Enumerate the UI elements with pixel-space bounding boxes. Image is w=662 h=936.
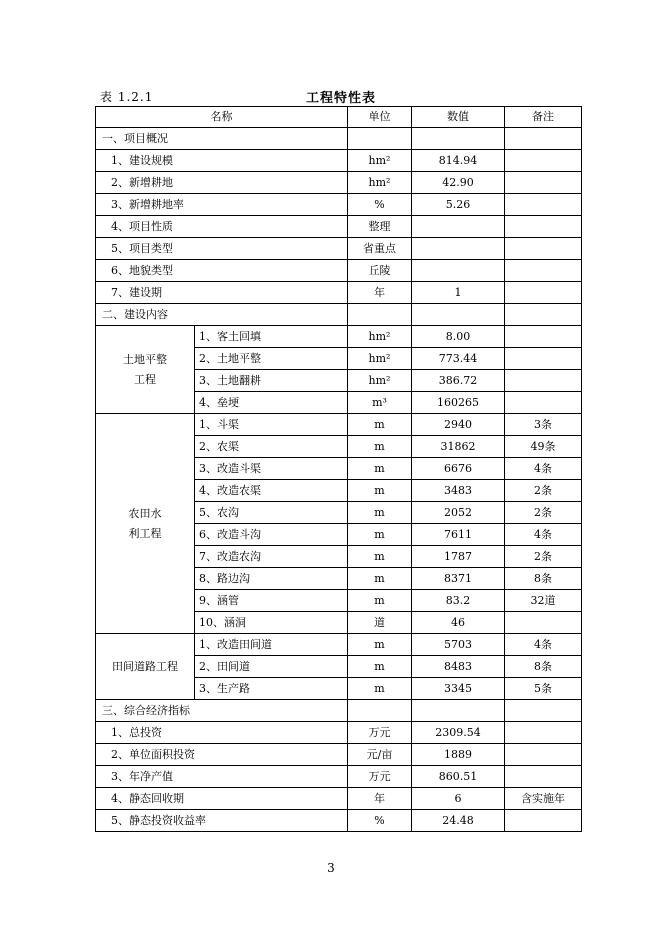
- unit-cell: 省重点: [348, 238, 412, 260]
- value-cell: 2052: [412, 502, 505, 524]
- empty-cell: [348, 700, 412, 722]
- unit-cell: %: [348, 194, 412, 216]
- value-cell: 83.2: [412, 590, 505, 612]
- remark-cell: [505, 392, 582, 414]
- unit-cell: m³: [348, 392, 412, 414]
- remark-cell: 含实施年: [505, 788, 582, 810]
- remark-cell: 4条: [505, 524, 582, 546]
- remark-cell: 2条: [505, 546, 582, 568]
- item-label: 1、总投资: [96, 722, 348, 744]
- page-number: 3: [327, 861, 335, 875]
- unit-cell: hm²: [348, 348, 412, 370]
- item-label: 1、客土回填: [195, 326, 348, 348]
- remark-cell: 8条: [505, 568, 582, 590]
- table-row: [96, 172, 582, 194]
- item-label: 6、地貌类型: [96, 260, 348, 282]
- remark-cell: 32道: [505, 590, 582, 612]
- group-label-line2: 工程: [134, 372, 156, 386]
- remark-cell: [505, 722, 582, 744]
- value-cell: 814.94: [412, 150, 505, 172]
- unit-cell: hm²: [348, 150, 412, 172]
- value-cell: 42.90: [412, 172, 505, 194]
- table-row: [96, 810, 582, 832]
- unit-cell: m: [348, 568, 412, 590]
- value-cell: 3345: [412, 678, 505, 700]
- unit-cell: m: [348, 480, 412, 502]
- remark-cell: [505, 216, 582, 238]
- value-cell: 386.72: [412, 370, 505, 392]
- item-label: 2、农渠: [195, 436, 348, 458]
- table-title: 工程特性表: [306, 91, 377, 106]
- empty-cell: [505, 700, 582, 722]
- unit-cell: hm²: [348, 172, 412, 194]
- unit-cell: 万元: [348, 766, 412, 788]
- value-cell: 8483: [412, 656, 505, 678]
- remark-cell: 2条: [505, 480, 582, 502]
- value-cell: 8371: [412, 568, 505, 590]
- table-row: [96, 282, 582, 304]
- road-group-cell: 田间道路工程: [96, 634, 195, 700]
- value-cell: 2940: [412, 414, 505, 436]
- value-cell: 7611: [412, 524, 505, 546]
- remark-cell: [505, 612, 582, 634]
- unit-cell: 整理: [348, 216, 412, 238]
- header-value: 数值: [412, 107, 505, 128]
- table-row: [96, 194, 582, 216]
- water-group-cell: [96, 414, 195, 634]
- value-cell: 8.00: [412, 326, 505, 348]
- unit-cell: m: [348, 458, 412, 480]
- item-label: 7、建设期: [96, 282, 348, 304]
- value-cell: [412, 260, 505, 282]
- unit-cell: 道: [348, 612, 412, 634]
- unit-cell: m: [348, 524, 412, 546]
- value-cell: 31862: [412, 436, 505, 458]
- remark-cell: [505, 238, 582, 260]
- table-row: [96, 326, 582, 348]
- table-row: [96, 788, 582, 810]
- empty-cell: [412, 700, 505, 722]
- remark-cell: 4条: [505, 458, 582, 480]
- item-label: 1、斗渠: [195, 414, 348, 436]
- value-cell: 6676: [412, 458, 505, 480]
- item-label: 5、项目类型: [96, 238, 348, 260]
- unit-cell: m: [348, 634, 412, 656]
- remark-cell: [505, 172, 582, 194]
- item-label: 4、改造农渠: [195, 480, 348, 502]
- remark-cell: [505, 150, 582, 172]
- unit-cell: 丘陵: [348, 260, 412, 282]
- item-label: 7、改造农沟: [195, 546, 348, 568]
- value-cell: [412, 216, 505, 238]
- item-label: 3、改造斗渠: [195, 458, 348, 480]
- item-label: 3、土地翻耕: [195, 370, 348, 392]
- section-row: [96, 128, 582, 150]
- empty-cell: [505, 304, 582, 326]
- unit-cell: hm²: [348, 370, 412, 392]
- item-label: 4、项目性质: [96, 216, 348, 238]
- table-number: 表 1.2.1: [100, 90, 154, 104]
- header-remark: 备注: [505, 107, 582, 128]
- unit-cell: m: [348, 590, 412, 612]
- value-cell: 5.26: [412, 194, 505, 216]
- value-cell: 1: [412, 282, 505, 304]
- item-label: 3、生产路: [195, 678, 348, 700]
- item-label: 2、土地平整: [195, 348, 348, 370]
- header-row: [96, 107, 582, 128]
- value-cell: 3483: [412, 480, 505, 502]
- group-label-line2: 利工程: [128, 526, 162, 540]
- remark-cell: [505, 260, 582, 282]
- remark-cell: 5条: [505, 678, 582, 700]
- land-group-cell: [96, 326, 195, 414]
- section-row: [96, 304, 582, 326]
- value-cell: 5703: [412, 634, 505, 656]
- table-row: [96, 744, 582, 766]
- item-label: 4、垒埂: [195, 392, 348, 414]
- table-row: [96, 634, 582, 656]
- empty-cell: [348, 128, 412, 150]
- unit-cell: 年: [348, 282, 412, 304]
- remark-cell: [505, 326, 582, 348]
- unit-cell: m: [348, 436, 412, 458]
- item-label: 1、改造田间道: [195, 634, 348, 656]
- empty-cell: [412, 304, 505, 326]
- item-label: 3、新增耕地率: [96, 194, 348, 216]
- section-title-construction: 二、建设内容: [96, 304, 348, 326]
- table-row: [96, 216, 582, 238]
- group-label-line1: 土地平整: [123, 352, 167, 366]
- value-cell: 1787: [412, 546, 505, 568]
- remark-cell: [505, 744, 582, 766]
- item-label: 4、静态回收期: [96, 788, 348, 810]
- value-cell: [412, 238, 505, 260]
- unit-cell: m: [348, 502, 412, 524]
- unit-cell: m: [348, 656, 412, 678]
- item-label: 9、涵管: [195, 590, 348, 612]
- group-label-line1: 农田水: [128, 506, 162, 520]
- remark-cell: [505, 194, 582, 216]
- remark-cell: [505, 370, 582, 392]
- value-cell: 6: [412, 788, 505, 810]
- table-row: [96, 414, 582, 436]
- spec-table: [95, 106, 582, 832]
- header-name: 名称: [96, 107, 348, 128]
- item-label: 1、建设规模: [96, 150, 348, 172]
- empty-cell: [505, 128, 582, 150]
- unit-cell: 元/亩: [348, 744, 412, 766]
- value-cell: 46: [412, 612, 505, 634]
- item-label: 10、涵洞: [195, 612, 348, 634]
- item-label: 2、单位面积投资: [96, 744, 348, 766]
- empty-cell: [412, 128, 505, 150]
- remark-cell: 49条: [505, 436, 582, 458]
- unit-cell: 万元: [348, 722, 412, 744]
- unit-cell: m: [348, 414, 412, 436]
- item-label: 2、田间道: [195, 656, 348, 678]
- remark-cell: 2条: [505, 502, 582, 524]
- empty-cell: [348, 304, 412, 326]
- item-label: 5、静态投资收益率: [96, 810, 348, 832]
- table-row: [96, 150, 582, 172]
- header-unit: 单位: [348, 107, 412, 128]
- remark-cell: 4条: [505, 634, 582, 656]
- unit-cell: m: [348, 546, 412, 568]
- remark-cell: [505, 282, 582, 304]
- value-cell: 160265: [412, 392, 505, 414]
- item-label: 8、路边沟: [195, 568, 348, 590]
- remark-cell: [505, 810, 582, 832]
- table-row: [96, 722, 582, 744]
- unit-cell: hm²: [348, 326, 412, 348]
- spec-table-body: [96, 107, 582, 832]
- item-label: 3、年净产值: [96, 766, 348, 788]
- table-row: [96, 766, 582, 788]
- section-title-econ: 三、综合经济指标: [96, 700, 348, 722]
- remark-cell: [505, 766, 582, 788]
- item-label: 2、新增耕地: [96, 172, 348, 194]
- unit-cell: %: [348, 810, 412, 832]
- table-row: [96, 238, 582, 260]
- remark-cell: 3条: [505, 414, 582, 436]
- unit-cell: m: [348, 678, 412, 700]
- unit-cell: 年: [348, 788, 412, 810]
- section-row: [96, 700, 582, 722]
- value-cell: 773.44: [412, 348, 505, 370]
- remark-cell: 8条: [505, 656, 582, 678]
- value-cell: 860.51: [412, 766, 505, 788]
- remark-cell: [505, 348, 582, 370]
- item-label: 6、改造斗沟: [195, 524, 348, 546]
- value-cell: 2309.54: [412, 722, 505, 744]
- value-cell: 24.48: [412, 810, 505, 832]
- value-cell: 1889: [412, 744, 505, 766]
- section-title-overview: 一、项目概况: [96, 128, 348, 150]
- item-label: 5、农沟: [195, 502, 348, 524]
- table-row: [96, 260, 582, 282]
